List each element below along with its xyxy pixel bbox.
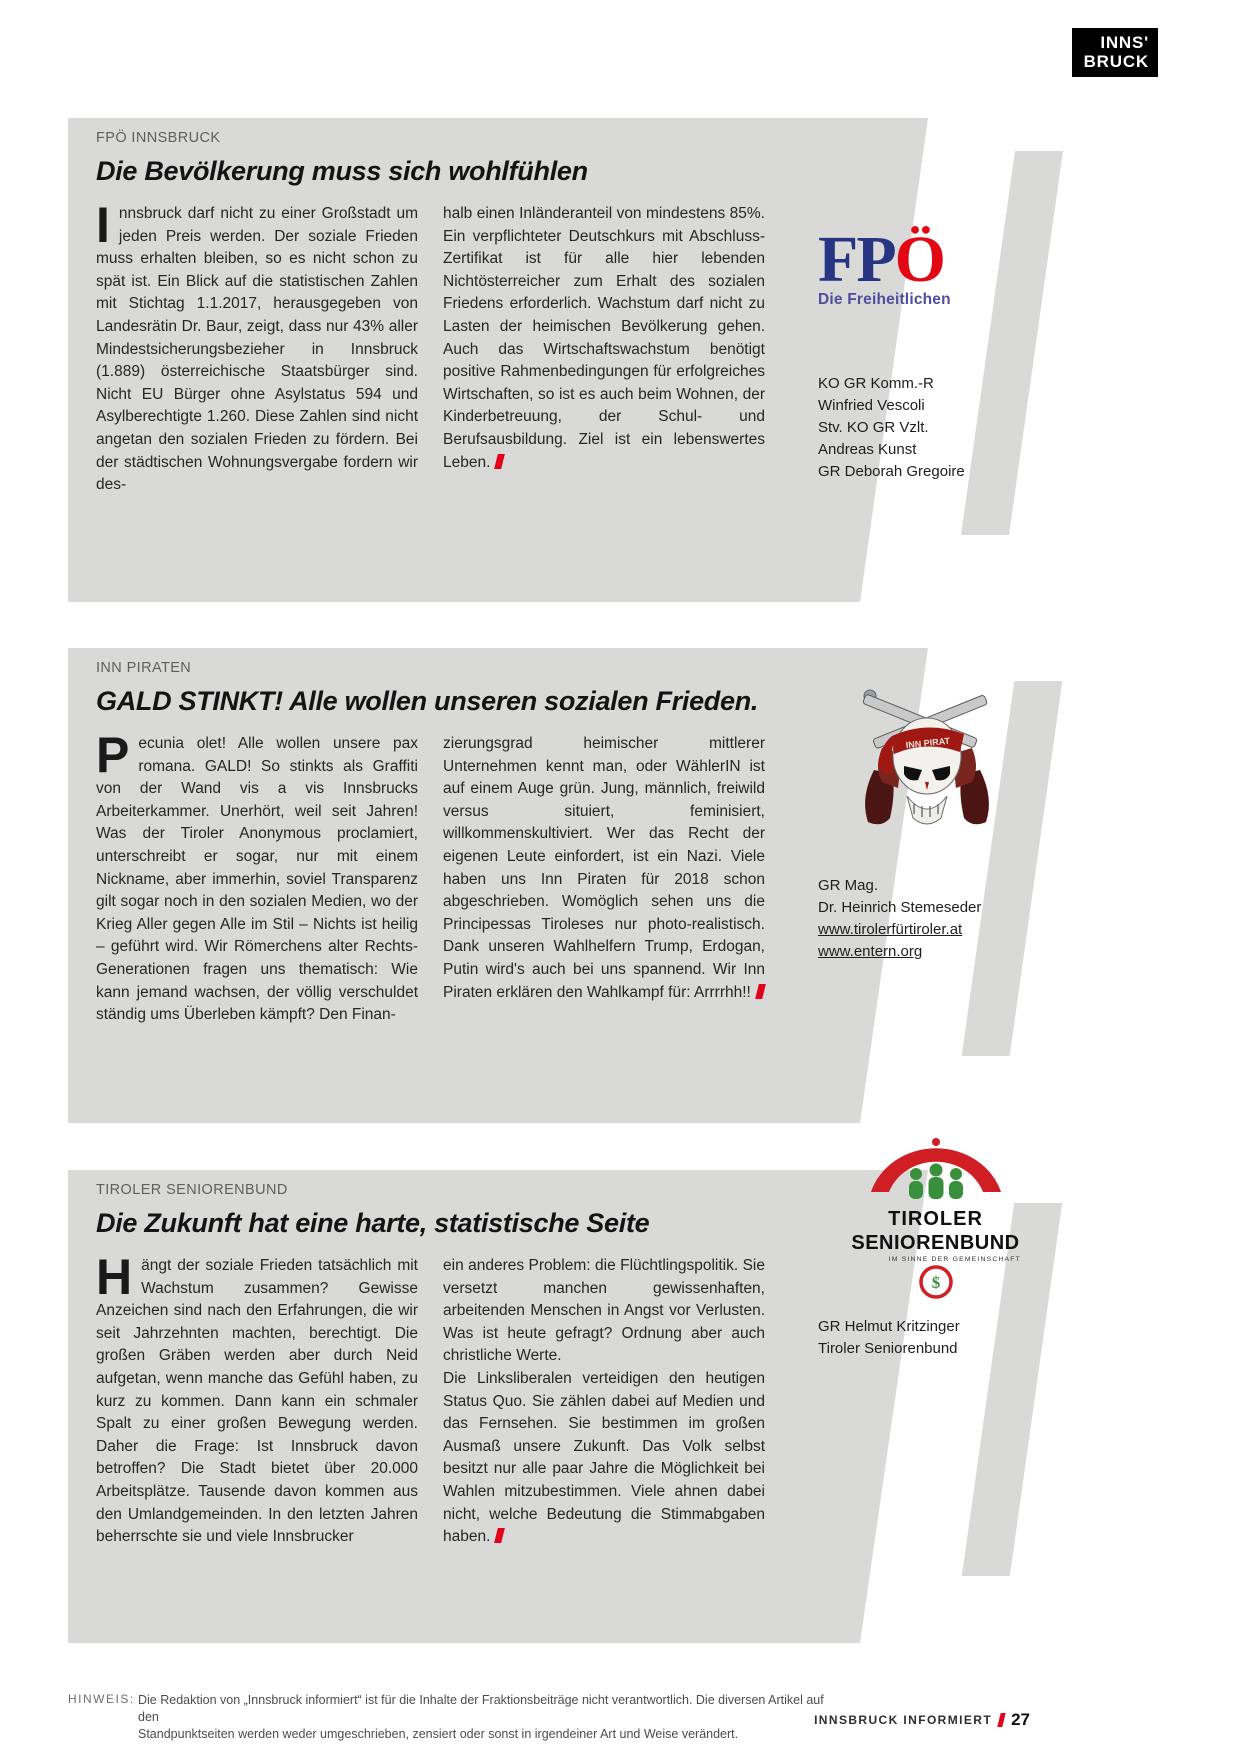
- article-title: Die Zukunft hat eine harte, statistische Seite: [96, 1208, 650, 1238]
- article-inn-piraten: [0, 648, 1240, 1123]
- body-column-right: zierungsgrad heimischer mittlerer Unternehmen kennt man, oder WählerIN ist auf einem Auge grün. Jung, männlich, freiwild versus situiert, feminisiert, willkommenskultiviert. Wer das Recht der eigenen Leute einfordert, ist ein Nazi. Viele haben uns Inn Piraten für 2018 schon abgeschrieben. Womöglich sehen uns die Principessas Tiroleses nur photo-realistisch. Dank unseren Wahlhelfern Trump, Erdogan, Putin wird's auch bei uns spannend. Wir Inn Piraten erklären den Wahlkampf für: Arrrrhh!!: [443, 735, 765, 1001]
- article-title: GALD STINKT! Alle wollen unseren sozialen Frieden.: [96, 686, 759, 716]
- svg-text:$: $: [931, 1273, 940, 1292]
- seniorenbund-line2: SENIORENBUND: [851, 1232, 1020, 1254]
- caption-link[interactable]: www.entern.org: [818, 943, 923, 960]
- fpoe-logo: [818, 223, 951, 309]
- caption-line: Dr. Heinrich Stemeseder: [818, 899, 982, 916]
- seniorenbund-umbrella-icon: [861, 1136, 1011, 1202]
- footer-hinweis: [68, 1692, 848, 1743]
- red-slash-icon: [997, 1713, 1005, 1727]
- seniorenbund-s-badge-icon: [919, 1265, 953, 1299]
- drop-cap: P: [96, 727, 130, 783]
- article-end-mark-icon: [495, 1528, 506, 1543]
- brand-line1: INNS': [1100, 33, 1149, 52]
- article-end-mark-icon: [495, 454, 506, 469]
- caption-line: GR Deborah Gregoire: [818, 463, 965, 480]
- article-kicker: INN PIRATEN: [96, 660, 192, 676]
- body-column-left: Hängt der soziale Frieden tatsächlich mit Wachstum zusammen? Gewisse Anzeichen sind nach den Erfahrungen, die wir seit Jahrzehnten machten, berechtigt. Die großen Gräben werden aber durch Neid aufgetan, wenn manche das Gefühl haben, zu kurz zu kommen. Dann kann ein schmaler Spalt zu einer großen Bewegung werden. Daher die Frage: Ist Innsbruck davon betroffen? Die Stadt bietet über 20.000 Arbeitsplätze. Tausende davon kommen aus den Umlandgemeinden. In den letzten Jahren beherrschte sie und viele Innsbrucker: [96, 1249, 418, 1546]
- drop-cap: H: [96, 1249, 133, 1305]
- caption-link[interactable]: www.tirolerfürtiroler.at: [818, 921, 963, 938]
- body-column-left: Pecunia olet! Alle wollen unsere pax romana. GALD! So stinkts als Graffiti von der Wand vis a vis Innsbrucks Arbeiterkammer. Unerhört, weil seit Jahren! Was der Tiroler Anonymous proclamiert, unterschreibt er sogar, nur mit einem Nickname, aber immerhin, soviel Transparenz gilt sogar noch in den sozialen Medien, wo der Krieg Aller gegen Alle im Stil – Nichts ist heilig – geführt wird. Wir Römerchens alter Rechts-Generationen fragen uns thematisch: Wie kann jemand wachsen, der völlig verschuldet ständig ums Überleben kämpft? Den Finan-: [96, 727, 418, 1024]
- caption-line: Winfried Vescoli: [818, 397, 925, 414]
- article-kicker: FPÖ INNSBRUCK: [96, 130, 221, 146]
- pirate-skull-icon: [852, 678, 1002, 858]
- fpoe-logo-fp: FP: [818, 223, 895, 296]
- body-column-right: ein anderes Problem: die Flüchtlingspolitik. Sie versetzt manchen gewissenhaften, arbeitenden Menschen in Angst vor Verlusten. Was ist heute gefragt? Ordnung aber auch christliche Werte. Die Linksliberalen verteidigen den heutigen Status Quo. Sie zählen dabei auf Medien und das Fernsehen. Sie bestimmen im großen Ausmaß unsere Zukunft. Das Volk selbst besitzt nur alle paar Jahre die Möglichkeit bei Wahlen mitzubestimmen. Viele ahnen dabei nicht, welche Bedeutung die Stimmabgaben haben.: [443, 1257, 765, 1546]
- fpoe-logo-oe: Ö: [894, 223, 944, 296]
- footer-magazine-name: INNSBRUCK INFORMIERT: [814, 1713, 993, 1727]
- article-caption: [818, 875, 981, 963]
- seniorenbund-logo: [848, 1136, 1023, 1304]
- caption-line: KO GR Komm.-R: [818, 375, 934, 392]
- svg-text:INN PIRAT: INN PIRAT: [905, 735, 951, 751]
- caption-line: Stv. KO GR Vzlt.: [818, 419, 929, 436]
- article-tiroler-seniorenbund: [0, 1170, 1240, 1643]
- caption-line: GR Helmut Kritzinger: [818, 1318, 960, 1335]
- caption-line: GR Mag.: [818, 877, 879, 894]
- article-caption: [818, 1316, 960, 1360]
- innsbruck-brand-box: [1072, 28, 1158, 77]
- article-caption: [818, 373, 965, 483]
- seniorenbund-line1: TIROLER: [888, 1208, 983, 1230]
- caption-line: Andreas Kunst: [818, 441, 917, 458]
- gray-side-strip: [961, 151, 1063, 535]
- seniorenbund-line3: IM SINNE DER GEMEINSCHAFT: [888, 1256, 1021, 1263]
- body-column-left: Innsbruck darf nicht zu einer Großstadt um jeden Preis werden. Der soziale Frieden muss erhalten bleiben, so es nicht schon zu spät ist. Ein Blick auf die statistischen Zahlen mit Stichtag 1.1.2017, herausgegeben von Landesrätin Dr. Baur, zeigt, dass nur 43% aller Mindestsicherungsbezieher in Innsbruck (1.889) österreichische Staatsbürger sind. Nicht EU Bürger ohne Asylstatus 594 und Asylberechtigte 1.260. Diese Zahlen sind nicht angetan den sozialen Frieden zu fördern. Bei der städtischen Wohnungsvergabe fordern wir des-: [96, 197, 418, 494]
- article-title: Die Bevölkerung muss sich wohlfühlen: [96, 156, 588, 186]
- article-fpoe-innsbruck: [0, 118, 1240, 602]
- footer-pageinfo: [814, 1710, 1030, 1730]
- brand-line2: BRUCK: [1083, 52, 1149, 71]
- caption-line: Tiroler Seniorenbund: [818, 1340, 958, 1357]
- article-end-mark-icon: [755, 984, 766, 999]
- body-column-right: halb einen Inländeranteil von mindestens 85%. Ein verpflichteter Deutschkurs mit Abschluss-Zertifikat ist für alle hier lebenden Nichtösterreicher zum Erhalt des sozialen Friedens erforderlich. Wachstum darf nicht zu Lasten der heimischen Bevölkerung gehen. Auch das Wirtschaftswachstum benötigt positive Rahmenbedingungen für erfolgreiches Wirtschaften, so ist es auch beim Wohnen, der Kinderbetreuung, der Schul- und Berufsausbildung. Ziel ist ein lebenswertes Leben.: [443, 205, 765, 471]
- footer-page-number: 27: [1011, 1710, 1030, 1729]
- article-kicker: TIROLER SENIORENBUND: [96, 1182, 288, 1198]
- footer-hinweis-text: Die Redaktion von „Innsbruck informiert“ ist für die Inhalte der Fraktionsbeiträge nicht verantwortlich. Die diversen Artikel auf den Standpunktseiten werden weder umgeschrieben, zensiert oder sonst in irgendeiner Art und Weise verändert.: [138, 1693, 824, 1741]
- fpoe-logo-subtitle: Die Freiheitlichen: [818, 291, 951, 308]
- footer-hinweis-label: HINWEIS:: [68, 1692, 135, 1706]
- drop-cap: I: [96, 197, 110, 253]
